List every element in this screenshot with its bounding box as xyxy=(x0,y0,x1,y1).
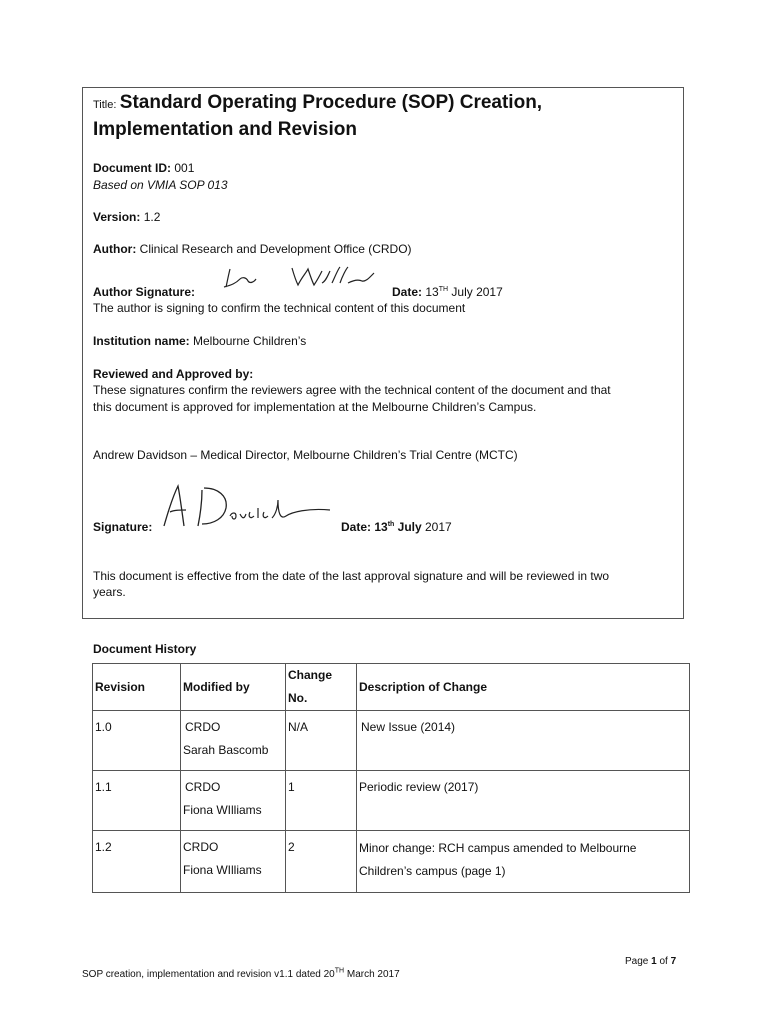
cell-revision: 1.2 xyxy=(93,831,181,893)
footer-text-b: March 2017 xyxy=(346,969,400,980)
cell-change-no: 1 xyxy=(286,771,357,831)
footer-text-sup: TH xyxy=(334,967,345,975)
page-label: Page xyxy=(625,956,649,967)
author-signature-label: Author Signature: xyxy=(93,285,195,299)
effective-text-2: years. xyxy=(93,585,126,599)
version xyxy=(93,210,160,224)
document-title xyxy=(93,92,542,114)
approver-date-label: Date: 13 xyxy=(341,520,388,534)
footer-text-a: SOP creation, implementation and revision v1.1 dated 20 xyxy=(82,969,335,980)
cell-change-no: N/A xyxy=(286,711,357,771)
modified-person: Fiona WIlliams xyxy=(183,803,262,817)
author-date-rest: July 2017 xyxy=(451,285,503,299)
title-line-2: Implementation and Revision xyxy=(93,119,357,140)
modified-person: Sarah Bascomb xyxy=(183,743,269,757)
review-heading: Reviewed and Approved by: xyxy=(93,367,254,381)
cell-modified-by xyxy=(181,831,286,893)
modified-person: Fiona WIlliams xyxy=(183,863,262,877)
author-date-day: 13 xyxy=(425,285,439,299)
author-label: Author: xyxy=(93,242,137,256)
page-number xyxy=(625,956,676,967)
col-change-no: Change No. xyxy=(286,664,357,711)
col-revision: Revision xyxy=(93,664,181,711)
document-id-value: 001 xyxy=(174,161,195,175)
version-value: 1.2 xyxy=(143,210,161,224)
approver-date-suffix: th xyxy=(387,521,395,528)
history-heading: Document History xyxy=(93,642,197,656)
author-date-suffix: TH xyxy=(438,286,449,293)
footer-document-info xyxy=(82,969,400,980)
modified-org: CRDO xyxy=(185,780,221,794)
review-text-2: this document is approved for implementation at the Melbourne Children’s Campus. xyxy=(93,400,537,414)
cell-modified-by xyxy=(181,711,286,771)
author-date-label: Date: xyxy=(392,285,423,299)
title-label: Title: xyxy=(93,99,117,111)
approver-signature-image xyxy=(158,482,338,530)
page-current: 1 xyxy=(651,956,657,967)
modified-org: CRDO xyxy=(185,720,221,734)
cell-revision: 1.1 xyxy=(93,771,181,831)
approver-signature-label: Signature: xyxy=(93,520,153,534)
institution-label: Institution name: xyxy=(93,334,190,348)
review-text-1: These signatures confirm the reviewers agree with the technical content of the document and that xyxy=(93,383,611,397)
cell-modified-by xyxy=(181,771,286,831)
institution-value: Melbourne Children’s xyxy=(193,334,307,348)
author-value: Clinical Research and Development Office (CRDO) xyxy=(139,242,412,256)
approver-date-month: July xyxy=(397,520,422,534)
page-of: of xyxy=(659,956,668,967)
table-row xyxy=(93,831,690,893)
table-row xyxy=(93,711,690,771)
approver-date-year: 2017 xyxy=(425,520,452,534)
institution xyxy=(93,334,306,348)
title-line-1: Standard Operating Procedure (SOP) Creation, xyxy=(119,92,543,113)
author-signature-note: The author is signing to confirm the technical content of this document xyxy=(93,301,466,315)
history-table xyxy=(92,663,690,893)
cell-description: Minor change: RCH campus amended to Melbourne Children’s campus (page 1) xyxy=(357,831,690,893)
cell-description: New Issue (2014) xyxy=(357,711,690,771)
approver-signature-date xyxy=(341,520,452,534)
cell-revision: 1.0 xyxy=(93,711,181,771)
document-id xyxy=(93,161,194,175)
document-id-label: Document ID: xyxy=(93,161,171,175)
version-label: Version: xyxy=(93,210,141,224)
col-description: Description of Change xyxy=(357,664,690,711)
effective-text-1: This document is effective from the date of the last approval signature and will be reviewed in two xyxy=(93,569,610,583)
cell-description: Periodic review (2017) xyxy=(357,771,690,831)
history-header-row xyxy=(93,664,690,711)
modified-org: CRDO xyxy=(183,840,219,854)
approver: Andrew Davidson – Medical Director, Melbourne Children’s Trial Centre (MCTC) xyxy=(93,448,518,462)
author-signature-date xyxy=(392,285,503,299)
author-signature-image xyxy=(222,263,382,291)
based-on: Based on VMIA SOP 013 xyxy=(93,178,228,192)
page-total: 7 xyxy=(670,956,677,967)
table-row xyxy=(93,771,690,831)
author xyxy=(93,242,412,256)
cell-change-no: 2 xyxy=(286,831,357,893)
col-modified-by: Modified by xyxy=(181,664,286,711)
